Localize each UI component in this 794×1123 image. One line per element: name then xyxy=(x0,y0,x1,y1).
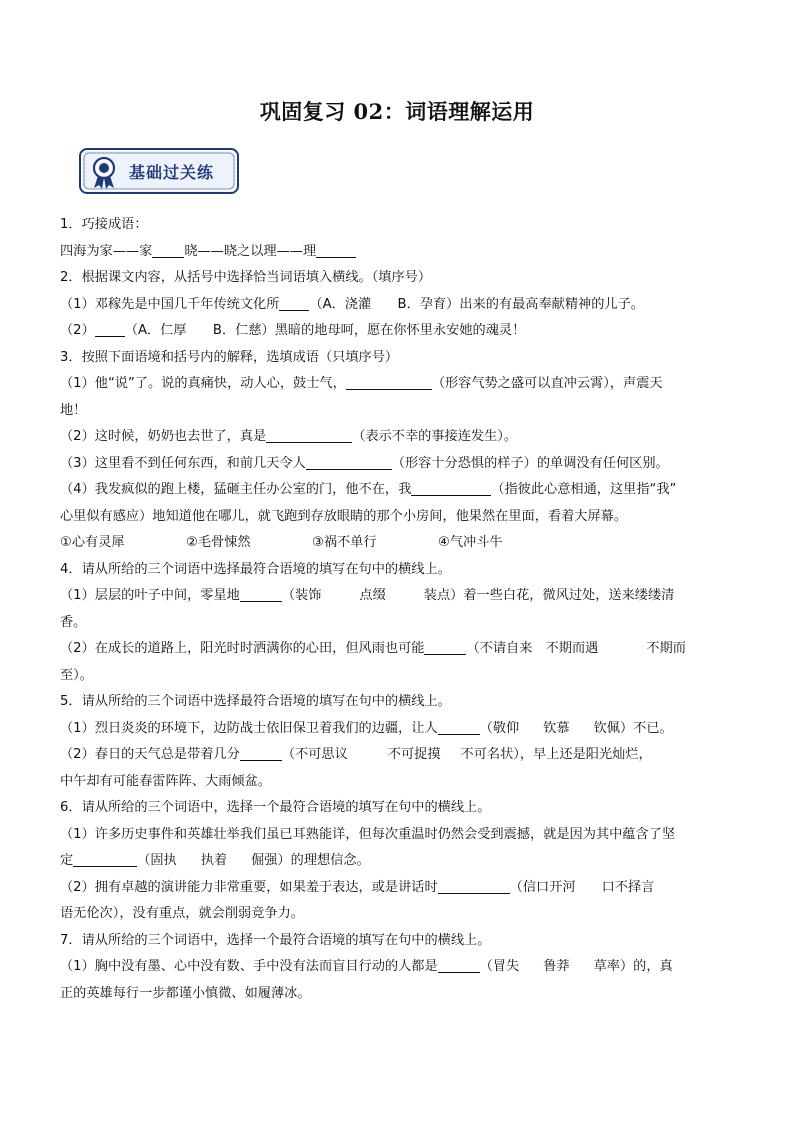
q5-sentence-1: （1）烈日炎炎的环境下，边防战士依旧保卫着我们的边疆，让人 （敬仰 钦慕 钦佩）不已。 xyxy=(60,716,736,743)
q5-sentence-2-cont: 中午却有可能春雷阵阵、大雨倾盆。 xyxy=(60,773,271,789)
q3-sentence-4-cont: 心里似有感应）地知道他在哪儿，就飞跑到存放眼睛的那个小房间，他果然在里面，看着大屏幕。 xyxy=(60,508,628,524)
answer-blank[interactable] xyxy=(438,718,480,735)
answer-blank[interactable] xyxy=(240,585,282,602)
q3-sentence-2: （2）这时候，奶奶也去世了，真是 （表示不幸的事接连发生）。 xyxy=(60,424,736,451)
answer-blank[interactable] xyxy=(95,320,125,337)
badge-label: 基础过关练 xyxy=(129,163,215,182)
q3-sentence-4: （4）我发疯似的跑上楼，猛砸主任办公室的门，他不在，我 （指彼此心意相通，这里指“我” xyxy=(60,477,736,504)
answer-blank[interactable] xyxy=(279,294,309,311)
q4-sentence-2: （2）在成长的道路上，阳光时时洒满你的心田，但风雨也可能 （不请自来 不期而遇 不期而 xyxy=(60,636,736,663)
q1-stem: 1．巧接成语： xyxy=(60,217,148,232)
q6-sentence-1-cont: 定 （固执 执着 倔强）的理想信念。 xyxy=(60,848,736,875)
page-title: 巩固复习 02：词语理解运用 xyxy=(259,99,535,124)
q4-sentence-1-cont: 香。 xyxy=(60,614,87,630)
option-item: ③祸不单行 xyxy=(312,535,377,550)
answer-blank[interactable] xyxy=(438,956,480,973)
option-item: ②毛骨悚然 xyxy=(186,535,251,550)
q4-sentence-2-cont: 至）。 xyxy=(60,667,93,683)
q6-sentence-2-cont: 语无伦次），没有重点，就会削弱竞争力。 xyxy=(60,906,304,921)
q2-sentence-1: （1）邓稼先是中国几千年传统文化所 （A．浇灌 B．孕育）出来的有最高奉献精神的儿子。 xyxy=(60,292,736,319)
q7-stem: 7．请从所给的三个词语中，选择一个最符合语境的填写在句中的横线上。 xyxy=(60,932,491,948)
answer-blank[interactable] xyxy=(424,638,466,655)
answer-blank[interactable] xyxy=(411,479,491,496)
q3-stem: 3．按照下面语境和括号内的解释，选填成语（只填序号） xyxy=(60,349,399,365)
answer-blank[interactable] xyxy=(316,241,356,258)
answer-blank[interactable] xyxy=(346,373,432,390)
answer-blank[interactable] xyxy=(438,877,510,894)
answer-blank[interactable] xyxy=(266,426,352,443)
q3-sentence-1-cont: 地！ xyxy=(60,402,87,418)
q3-options xyxy=(60,530,736,557)
option-item: ④气冲斗牛 xyxy=(438,535,503,550)
q6-stem: 6．请从所给的三个词语中，选择一个最符合语境的填写在句中的横线上。 xyxy=(60,800,491,815)
q6-sentence-2: （2）拥有卓越的演讲能力非常重要，如果羞于表达，或是讲话时 （信口开河 口不择言 xyxy=(60,875,736,902)
q1-line: 四海为家——家 晓——晓之以理——理 xyxy=(60,239,736,266)
answer-blank[interactable] xyxy=(306,453,392,470)
q2-stem: 2．根据课文内容，从括号中选择恰当词语填入横线。（填序号） xyxy=(60,270,432,285)
answer-blank[interactable] xyxy=(240,744,282,761)
q2-sentence-2: （2） （A．仁厚 B．仁慈）黑暗的地母呵，愿在你怀里永安她的魂灵！ xyxy=(60,318,736,345)
q4-sentence-1: （1）层层的叶子中间，零星地 （装饰 点缀 装点）着一些白花，微风过处，送来缕缕清 xyxy=(60,583,736,610)
answer-blank[interactable] xyxy=(73,850,137,867)
answer-blank[interactable] xyxy=(152,241,184,258)
q3-sentence-1: （1）他“说”了。说的真痛快，动人心，鼓士气， （形容气势之盛可以直冲云霄），声震天 xyxy=(60,371,736,398)
option-item: ①心有灵犀 xyxy=(60,535,125,550)
q5-stem: 5．请从所给的三个词语中选择最符合语境的填写在句中的横线上。 xyxy=(60,694,451,709)
section-badge xyxy=(77,146,243,198)
q4-stem: 4．请从所给的三个词语中选择最符合语境的填写在句中的横线上。 xyxy=(60,561,451,577)
q3-sentence-3: （3）这里看不到任何东西，和前几天令人 （形容十分恐惧的样子）的单调没有任何区别。 xyxy=(60,451,736,478)
q6-sentence-1: （1）许多历史事件和英雄壮举我们虽已耳熟能详，但每次重温时仍然会受到震撼，就是因为其中蕴含了坚 xyxy=(60,826,676,842)
exercise-content xyxy=(60,212,736,1007)
q5-sentence-2: （2）春日的天气总是带着几分 （不可思议 不可捉摸 不可名状），早上还是阳光灿烂， xyxy=(60,742,736,769)
q7-sentence-1-cont: 正的英雄每行一步都谨小慎微、如履薄冰。 xyxy=(60,985,311,1001)
q7-sentence-1: （1）胸中没有墨、心中没有数、手中没有法而盲目行动的人都是 （冒失 鲁莽 草率）的，真 xyxy=(60,954,736,981)
